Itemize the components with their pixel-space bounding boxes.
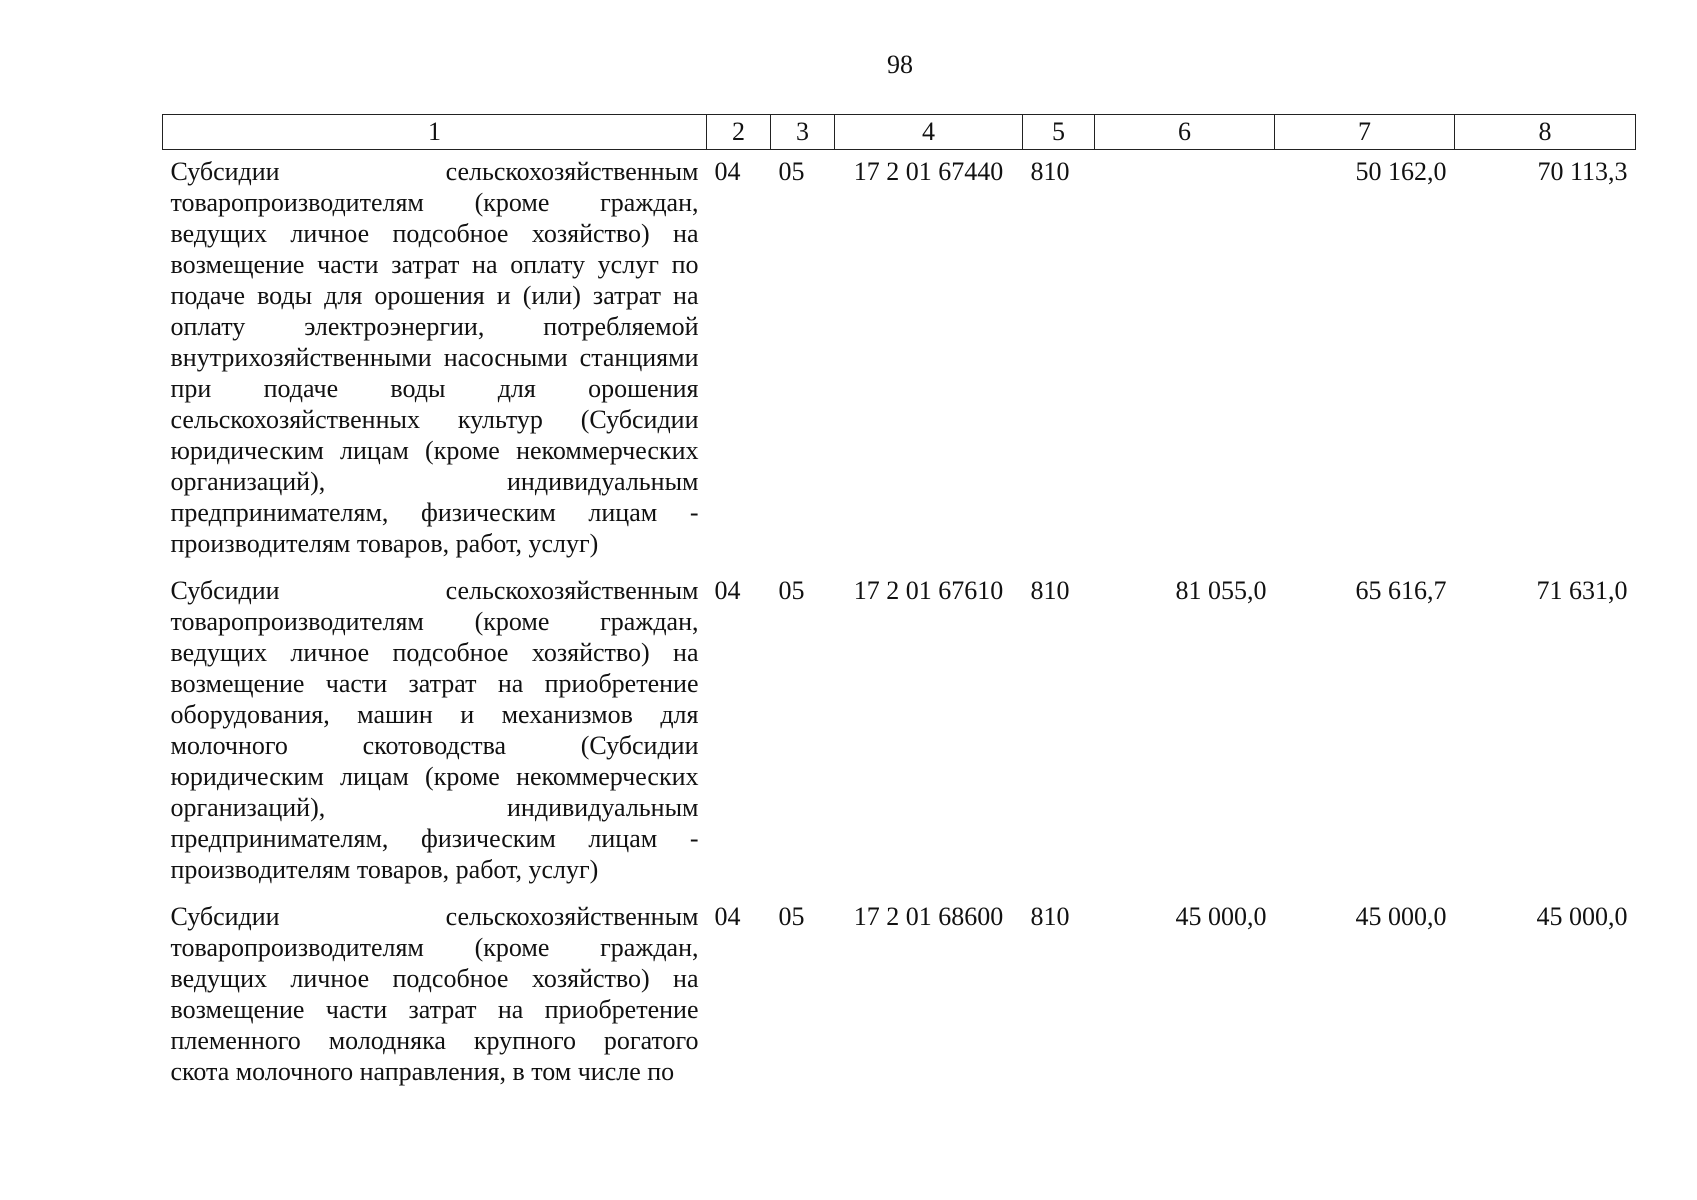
column-header-1: 1 [163,115,707,150]
row-subsection-code: 05 [778,902,805,931]
row-amount-col8: 71 631,0 [1536,576,1628,605]
row-description: Субсидии сельскохозяйственным товаропроизводителям (кроме граждан, ведущих личное подсобное хозяйство) на возмещение части затрат на приобретение племенного молодняка крупного рогатого скота молочного направления, в том числе по [170,902,699,1086]
row-amount-col7: 65 616,7 [1355,576,1447,605]
column-header-3: 3 [771,115,835,150]
row-section-code: 04 [714,157,741,186]
row-amount-col8: 45 000,0 [1536,902,1628,931]
budget-table [162,114,1636,1097]
table-row [163,895,1636,1097]
row-section-code: 04 [714,902,741,931]
row-target-article: 17 2 01 67440 [853,157,1004,186]
row-amount-col7: 45 000,0 [1355,902,1447,931]
row-expense-type: 810 [1030,157,1070,186]
row-target-article: 17 2 01 68600 [853,902,1004,931]
column-header-4: 4 [835,115,1023,150]
column-header-2: 2 [707,115,771,150]
page-number: 98 [887,50,913,79]
row-expense-type: 810 [1030,902,1070,931]
table-row [163,569,1636,895]
column-header-8: 8 [1455,115,1636,150]
table-row [163,150,1636,570]
column-header-5: 5 [1023,115,1095,150]
row-section-code: 04 [714,576,741,605]
row-expense-type: 810 [1030,576,1070,605]
row-amount-col7: 50 162,0 [1355,157,1447,186]
row-amount-col6 [1095,150,1275,570]
row-target-article: 17 2 01 67610 [853,576,1004,605]
row-description: Субсидии сельскохозяйственным товаропроизводителям (кроме граждан, ведущих личное подсобное хозяйство) на возмещение части затрат на оплату услуг по подаче воды для орошения и (или) затрат на оплату электроэнергии, потребляемой внутрихозяйственными насосными станциями при подаче воды для орошения сельскохозяйственных культур (Субсидии юридическим лицам (кроме некоммерческих организаций), индивидуальным предпринимателям, физическим лицам - производителям товаров, работ, услуг) [170,157,699,558]
row-amount-col6: 81 055,0 [1175,576,1267,605]
column-number-header [163,115,1636,150]
row-amount-col6: 45 000,0 [1175,902,1267,931]
row-subsection-code: 05 [778,157,805,186]
column-header-6: 6 [1095,115,1275,150]
column-header-7: 7 [1275,115,1455,150]
row-description: Субсидии сельскохозяйственным товаропроизводителям (кроме граждан, ведущих личное подсобное хозяйство) на возмещение части затрат на приобретение оборудования, машин и механизмов для молочного скотоводства (Субсидии юридическим лицам (кроме некоммерческих организаций), индивидуальным предпринимателям, физическим лицам - производителям товаров, работ, услуг) [170,576,699,884]
row-amount-col8: 70 113,3 [1537,157,1628,186]
row-subsection-code: 05 [778,576,805,605]
